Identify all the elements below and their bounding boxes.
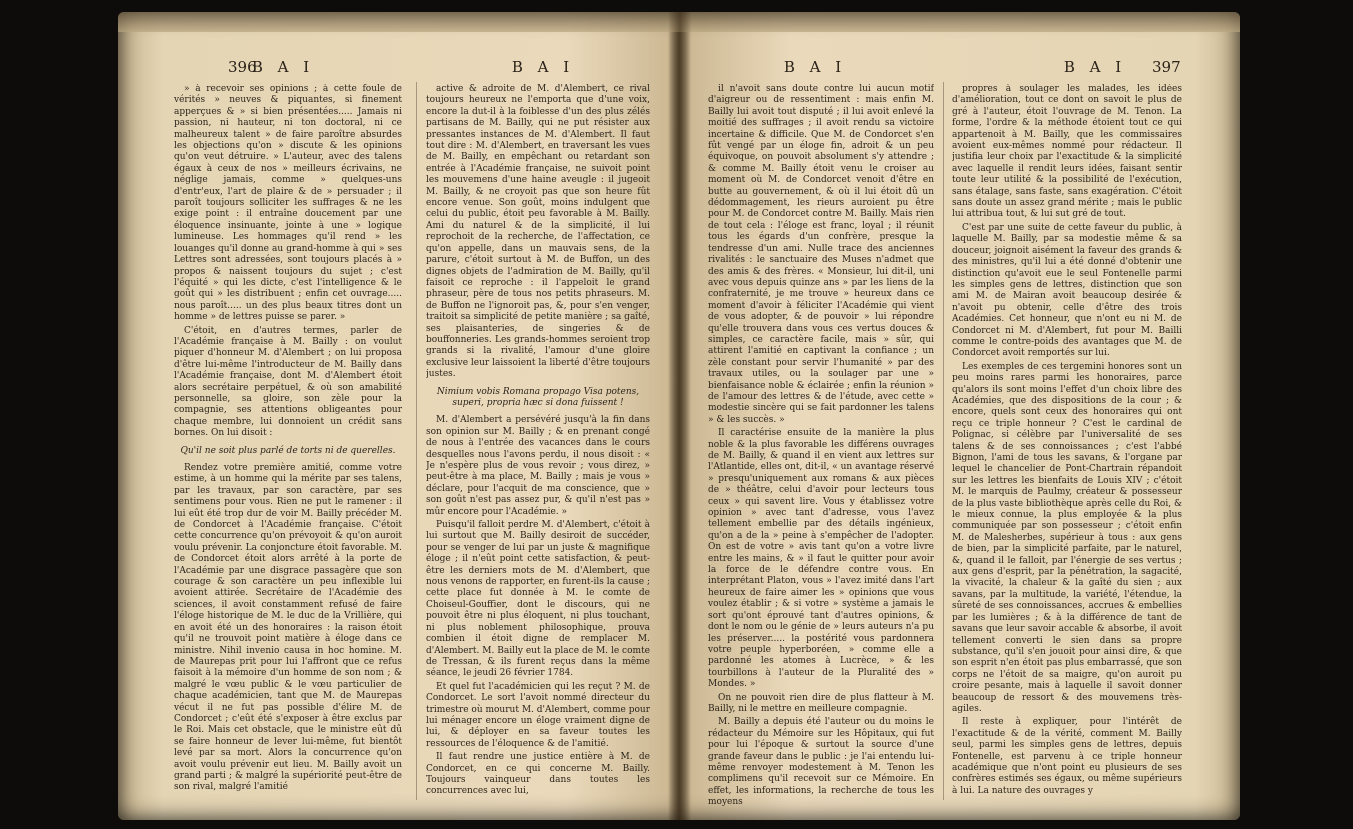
paragraph: propres à soulager les malades, les idées d'amélioration, tout ce dont on savoit le plus de gré à l'auteur, étoit l'ouvrage de M. Tenon. La forme, l'ordre & la méthode étoient tout ce qui appartenoit à M. Bailly, que les commissaires avoient eux-mêmes nommé pour rédacteur. Il justifia leur choix par l'exactitude & la simplicité avec laquelle il rendit leurs idées, faisant sentir toute leur utilité & la possibilité de l'exécution, sans étalage, sans faste, sans exagération. C'étoit sans doute un assez grand mérite ; mais le public lui attribua tout, & lui sut gré de tout. bbox=[952, 84, 1182, 220]
right-head-title-a: B A I bbox=[783, 58, 847, 76]
book-spread bbox=[118, 12, 1240, 820]
right-column-1 bbox=[708, 84, 934, 806]
right-page-number: 397 bbox=[1152, 58, 1181, 76]
paragraph: Les exemples de ces tergemini honores sont un peu moins rares parmi les honoraires, parce qu'alors ils sont moins l'effet d'un choix libre des Académies, que des dispositions de la cour ; & encore, quels sont ceux des honoraires qui ont reçu ce triple honneur ? C'est le cardinal de Polignac, si célèbre par l'universalité de ses talens & de ses connoissances ; c'est l'abbé Bignon, l'ami de tous les savans, & l'organe par lequel le chancelier de Pont-Chartrain répandoit sur les lettres les bienfaits de Louis XIV ; c'étoit M. le marquis de Paulmy, créateur & possesseur de la plus vaste bibliothèque après celle du Roi, & le mieux connue, la plus employée & la plus communiquée par son possesseur ; c'étoit enfin M. de Malesherbes, supérieur à tous : aux gens de bien, par la simplicité parfaite, par le naturel, &, quand il le falloit, par l'énergie de ses vertus ; aux gens d'esprit, par la pénétration, la sagacité, la vivacité, la chaleur & la gaîté du sien ; aux savans, par la multitude, la variété, l'étendue, la sûreté de ses connoissances, accrues & embellies par les lumières ; & à la différence de tant de savans que leur savoir accable & absorbe, il avoit tellement converti le sien dans sa propre substance, qu'il s'en jouoit pour ainsi dire, & que son esprit n'en étoit pas plus embarrassé, que son corps ne l'étoit de sa maigre, qu'on auroit pu croire pesante, mais à laquelle il savoit donner beaucoup de ressort & des mouvemens très-agiles. bbox=[952, 361, 1182, 714]
paragraph: » à recevoir ses opinions ; à cette foule de vérités » neuves & piquantes, si finement apperçues & » si bien présentées..... Jamais ni passion, ni hauteur, ni ton doctoral, ni ce malheureux talent » de faire paroître absurdes les objections qu'on » discute & les opinions qu'on veut détruire. » L'auteur, avec des talens égaux à ceux de nos » meilleurs écrivains, ne néglige jamais, comme » quelques-uns d'entr'eux, l'art de plaire & de » persuader ; il paroît toujours solliciter les suffrages & ne les exige point : il entraîne doucement par une éloquence insinuante, jointe à une » logique lumineuse. Les hommages qu'il rend » les louanges qu'il donne au grand-homme à qui » ses Lettres sont adressées, sont toujours placés à » propos & naissent toujours du sujet ; c'est l'équité » qui les dicte, c'est l'intelligence & le goût qui » les distribuent ; enfin cet ouvrage..... nous paroît..... un des plus beaux titres dont un homme » de lettres puisse se parer. » bbox=[174, 84, 402, 323]
left-column-2 bbox=[426, 84, 650, 806]
left-page bbox=[118, 12, 678, 820]
paragraph: Il faut rendre une justice entière à M. de Condorcet, en ce qui concerne M. Bailly. Toujours vainqueur dans toutes les concurrences avec lui, bbox=[426, 752, 650, 797]
paragraph: On ne pouvoit rien dire de plus flatteur à M. Bailly, ni le mettre en meilleure compagnie. bbox=[708, 692, 934, 714]
paragraph: Puisqu'il falloit perdre M. d'Alembert, c'étoit à lui surtout que M. Bailly desiroit de succéder, pour se venger de lui par un juste & magnifique éloge ; il n'eût point cette satisfaction, & peut-être les derniers mots de M. d'Alembert, que nous venons de rapporter, en furent-ils la cause ; cette place fut donnée à M. le comte de Choiseul-Gouffier, dont le discours, qui ne pouvoit être ni plus éloquent, ni plus touchant, ni plus noblement philosophique, prouva combien il étoit digne de remplacer M. d'Alembert. M. Bailly eut la place de M. le comte de Tressan, & ils furent reçus dans la même séance, le jeudi 26 février 1784. bbox=[426, 520, 650, 679]
left-head-title-a: B A I bbox=[251, 58, 315, 76]
paragraph: Et quel fut l'académicien qui les reçut ? M. de Condorcet. Le sort l'avoit nommé directeur du trimestre où mourut M. d'Alembert, comme pour lui ménager encore un éloge vraiment digne de lui, & déployer en sa faveur toutes les ressources de l'éloquence & de l'amitié. bbox=[426, 681, 650, 749]
left-running-head bbox=[118, 58, 678, 84]
right-column-2 bbox=[952, 84, 1182, 806]
left-head-title-b: B A I bbox=[511, 58, 575, 76]
paragraph: C'est par une suite de cette faveur du public, à laquelle M. Bailly, par sa modestie même & sa douceur, joignoit aisément la faveur des grands & des ministres, qu'il lui a été donné d'obtenir une distinction qu'avoit eue le seul Fontenelle parmi les simples gens de lettres, distinction que son ami M. de Mairan avoit beaucoup desirée & n'avoit pu obtenir, celle d'être des trois Académies. Cet honneur, que n'ont eu ni M. de Condorcet ni M. d'Alembert, fut pour M. Bailli comme le contre-poids des avantages que M. de Condorcet avoit remportés sur lui. bbox=[952, 222, 1182, 359]
paragraph: Il caractérise ensuite de la manière la plus noble & la plus favorable les différens ouvrages de M. Bailly, & quand il en vient aux lettres sur l'Atlantide, elles ont, dit-il, « un avantage réservé » presqu'uniquement aux romans & aux pièces de » théâtre, celui d'avoir pour lecteurs tous ceux » qui savent lire. Vous y établissez votre opinion » avec tant d'adresse, vous l'avez tellement embellie par des détails ingénieux, qu'on a de la » peine à s'empêcher de l'adopter. On est de votre » avis tant qu'on a votre livre entre les mains, & » il faut le quitter pour avoir la force de le défendre contre vous. En interprétant Platon, vous » l'avez imité dans l'art heureux de faire aimer les » opinions que vous voulez établir ; & si votre » système a jamais le sort qu'ont éprouvé tant d'autres opinions, & dont le nom ou le génie de » leurs auteurs n'a pu les préserver..... la postérité vous pardonnera votre peuple hyperboréen, » comme elle a pardonné les atomes à Lucrèce, » & les tourbillons à l'auteur de la Pluralité des » Mondes. » bbox=[708, 428, 934, 690]
paragraph: Rendez votre première amitié, comme votre estime, à un homme qui la mérite par ses talens, par les travaux, par son caractère, par ses sentimens pour vous. Rien ne put le ramener : il lui eût été trop dur de voir M. Bailly précéder M. de Condorcet à l'Académie française. C'étoit cette concurrence qu'on prévoyoit & qu'on auroit voulu prévenir. La conjoncture étoit favorable. M. de Condorcet étoit alors arrêté à la porte de l'Académie par une disgrace passagère que son courage & son caractère un peu inflexible lui avoient attirée. Secrétaire de l'Académie des sciences, il avoit constamment refusé de faire l'éloge historique de M. le duc de la Vrillière, qui en avoit été un des honoraires : la raison étoit qu'il ne trouvoit point matière à éloge dans ce ministre. Nihil invenio causa in hoc homine. M. de Maurepas prit pour lui l'affront que ce refus faisoit à la mémoire d'un homme de son nom ; & malgré le vœu public & le vœu particulier de chaque académicien, tant que M. de Maurepas vécut il ne fut pas possible d'élire M. de Condorcet ; c'eût été s'exposer à être exclus par le Roi. Mais cet obstacle, que le ministre eût dû se faire honneur de lever lui-même, fut bientôt levé par sa mort. Alors la concurrence qu'on avoit voulu prévenir eut lieu. M. Bailly avoit un grand parti ; & malgré la supériorité peut-être de son rival, malgré l'amitié bbox=[174, 463, 402, 793]
paragraph: C'étoit, en d'autres termes, parler de l'Académie française à M. Bailly : on voulut piquer d'honneur M. d'Alembert ; on lui proposa d'être lui-même l'introducteur de M. Bailly dans l'Académie française, dont M. d'Alembert étoit alors secrétaire perpétuel, & où son amabilité personnelle, sa gloire, son zèle pour la compagnie, ses attentions obligeantes pour chaque membre, lui donnoient un crédit sans bornes. On lui disoit : bbox=[174, 325, 402, 439]
right-page bbox=[680, 12, 1240, 820]
paragraph: M. Bailly a depuis été l'auteur ou du moins le rédacteur du Mémoire sur les Hôpitaux, qui fut pour lui l'époque & surtout la source d'une grande faveur dans le public : je l'ai entendu lui-même renvoyer modestement à M. Tenon les complimens qu'il recevoit sur ce Mémoire. En effet, les informations, la recherche de tous les moyens bbox=[708, 717, 934, 806]
paragraph: il n'avoit sans doute contre lui aucun motif d'aigreur ou de ressentiment : mais enfin M. Bailly lui avoit tout disputé ; il lui avoit enlevé la moitié des suffrages ; il avoit rendu sa victoire incertaine & difficile. Que M. de Condorcet s'en fût vengé par un éloge fin, adroit & un peu équivoque, on pouvoit absolument s'y attendre ; & comme M. Bailly étoit venu le croiser au moment où M. de Condorcet venoit d'être en butte au gouvernement, & où il lui étoit dû un dédommagement, les rieurs auroient pu être pour M. de Condorcet contre M. Bailly. Mais rien de tout cela : l'éloge est franc, loyal ; il réunit tous les égards d'un confrère, presque la tendresse d'un ami. Nulle trace des anciennes rivalités : le sanctuaire des Muses n'admet que des amis & des frères. « Monsieur, lui dit-il, uni avec vous depuis quinze ans » par les liens de la confraternité, je me trouve » heureux dans ce moment d'avoir à féliciter l'Académie qui vient de vous adopter, & de pouvoir » lui répondre qu'elle trouvera dans vous ces vertus douces & simples, ce caractère facile, mais » sûr, qui attirent l'amitié en captivant la confiance ; un zèle constant pour servir l'humanité » par des travaux utiles, ou la soulager par une » bienfaisance noble & éclairée ; enfin la réunion » de l'amour des lettres & de l'étude, avec cette » modestie sincère qui se fait pardonner les talens » & les succès. » bbox=[708, 84, 934, 425]
paragraph: M. d'Alembert a persévéré jusqu'à la fin dans son opinion sur M. Bailly ; & en prenant congé de nous à l'entrée des vacances dans le cours desquelles nous l'avons perdu, il nous disoit : « Je n'espère plus de vous revoir ; vous direz, » peut-être à ma place, M. Bailly ; mais je vous » déclare, pour l'acquit de ma conscience, que » son goût n'est pas assez pur, & qu'il n'est pas » mûr encore pour l'Académie. » bbox=[426, 415, 650, 517]
left-page-number: 396 bbox=[228, 58, 257, 76]
paragraph: Il reste à expliquer, pour l'intérêt de l'exactitude & de la vérité, comment M. Bailly seul, parmi les simples gens de lettres, depuis Fontenelle, est parvenu à ce triple honneur académique que n'ont point eu plusieurs de ses confrères estimés ses égaux, ou même supérieurs à lui. La nature des ouvrages y bbox=[952, 717, 1182, 796]
column-rule bbox=[416, 82, 417, 800]
latin-quotation: Nimium vobis Romana propago Visa potens, superi, propria hæc si dona fuissent ! bbox=[436, 386, 640, 408]
right-head-title-b: B A I bbox=[1063, 58, 1127, 76]
right-running-head bbox=[680, 58, 1240, 84]
column-rule bbox=[943, 82, 944, 800]
left-column-1 bbox=[174, 84, 402, 806]
paragraph: active & adroite de M. d'Alembert, ce rival toujours heureux ne l'emporta que d'une voix, encore la dut-il à la foiblesse d'un des plus zélés partisans de M. Bailly, qui ne put résister aux pressantes instances de M. d'Alembert. Il faut tout dire : M. d'Alembert, en traversant les vues de M. Bailly, en empêchant ou retardant son entrée à l'Académie française, ne suivoit point les mouvemens d'une haine aveugle : il jugeoit M. Bailly, & ne croyoit pas que son heure fût encore venue. Son goût, moins indulgent que celui du public, étoit peu favorable à M. Bailly. Ami du naturel & de la simplicité, il lui reprochoit de la recherche, de l'affectation, ce qu'on appelle, dans un mauvais sens, de la parure, c'étoit surtout à M. de Buffon, un des dignes objets de l'admiration de M. Bailly, qu'il faisoit ce reproche : il l'appeloit le grand phraseur, père de tous nos petits phraseurs. M. de Buffon ne l'ignoroit pas, &, pour s'en venger, traitoit sa simplicité de petite manière ; sa gaîté, ses plaisanteries, de singeries & de bouffonneries. Les grands-hommes seroient trop grands si la rivalité, l'amour d'une gloire exclusive leur laissoient la liberté d'être toujours justes. bbox=[426, 84, 650, 380]
quotation: Qu'il ne soit plus parlé de torts ni de querelles. bbox=[180, 445, 396, 456]
